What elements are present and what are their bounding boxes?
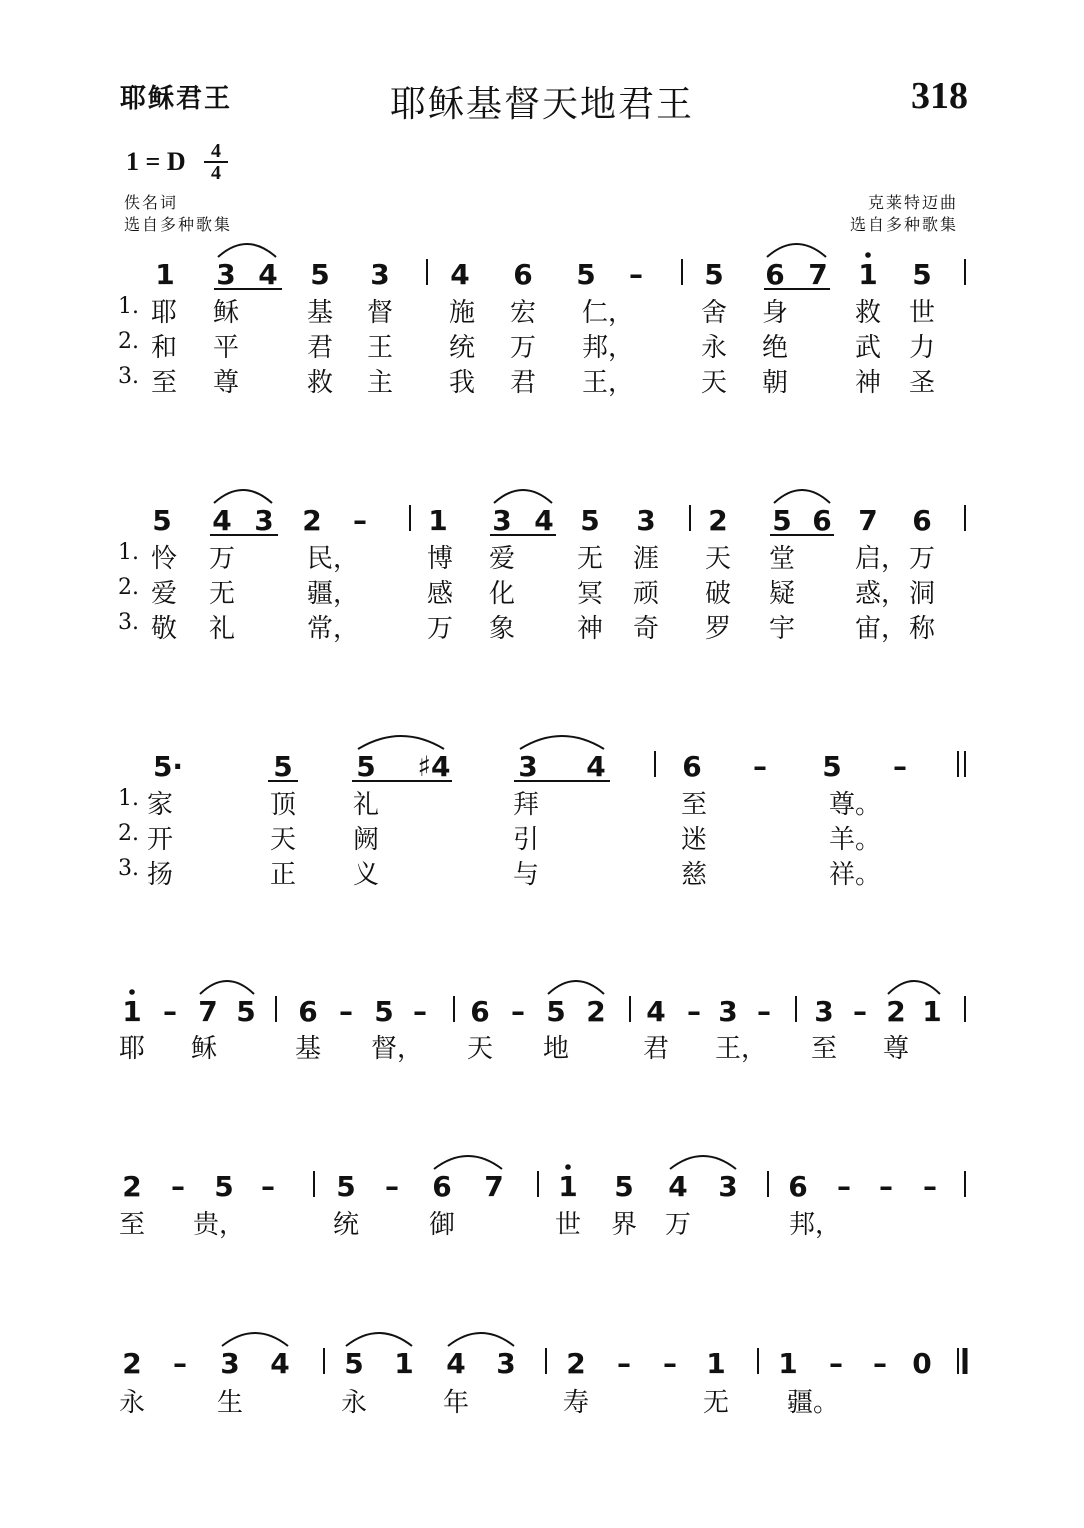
lyric-syllable: 宙， <box>855 614 908 644</box>
note: 5 <box>576 258 596 291</box>
note: 7 <box>808 258 828 291</box>
note: 6 <box>432 1170 452 1203</box>
note: 4 <box>212 504 232 537</box>
note: 2 <box>122 1170 142 1203</box>
verse-number: 3. <box>118 364 139 389</box>
lyric-syllable: 救 <box>855 298 882 328</box>
lyric-syllable: 生 <box>217 1388 244 1418</box>
lyric-syllable: 年 <box>443 1388 470 1418</box>
dash-mark: – <box>757 995 771 1028</box>
dash-mark: – <box>879 1170 893 1203</box>
dash-mark: – <box>853 995 867 1028</box>
note: 2 <box>708 504 728 537</box>
note: 5 <box>614 1170 634 1203</box>
lyric-syllable: 堂 <box>769 544 796 574</box>
lyric-syllable: 万 <box>427 614 454 644</box>
lyric-syllable: 君 <box>307 333 334 363</box>
note: 5 <box>336 1170 356 1203</box>
dash-mark: – <box>261 1170 275 1203</box>
note: 1 <box>394 1347 414 1380</box>
lyricist: 佚名词 <box>124 193 179 212</box>
lyric-syllable: 顽 <box>633 579 660 609</box>
lyric-syllable: 敬 <box>151 614 178 644</box>
note: 3 <box>814 995 834 1028</box>
dash-mark: – <box>687 995 701 1028</box>
note: 5 <box>704 258 724 291</box>
lyric-syllable: 君 <box>510 368 537 398</box>
lyric-syllable: 拜 <box>513 790 540 820</box>
note: 5 <box>344 1347 364 1380</box>
note: 3 <box>254 504 274 537</box>
lyric-syllable: 统 <box>333 1210 360 1240</box>
lyric-syllable: 启， <box>855 544 908 574</box>
lyric-syllable: 王 <box>367 333 394 363</box>
note: 5 <box>374 995 394 1028</box>
dash-mark: – <box>629 258 643 291</box>
verse-number: 1. <box>118 294 139 319</box>
note: 5 <box>912 258 932 291</box>
lyric-syllable: 尊 <box>213 368 240 398</box>
lyric-syllable: 引 <box>513 825 540 855</box>
dash-mark: – <box>353 504 367 537</box>
lyric-syllable: 民， <box>307 544 360 574</box>
lyric-syllable: 稣 <box>213 298 240 328</box>
note: 3 <box>492 504 512 537</box>
lyric-syllable: 仁， <box>582 298 635 328</box>
lyric-syllable: 力 <box>909 333 936 363</box>
dash-mark: – <box>339 995 353 1028</box>
verse-number: 3. <box>118 610 139 635</box>
lyric-syllable: 统 <box>449 333 476 363</box>
note: 3 <box>496 1347 516 1380</box>
note: 2 <box>302 504 322 537</box>
lyric-syllable: 世 <box>555 1210 582 1240</box>
note: 5· <box>152 750 184 783</box>
note: 1 <box>922 995 942 1028</box>
verse-number: 2. <box>118 821 139 846</box>
lyric-syllable: 开 <box>147 825 174 855</box>
note: 5 <box>822 750 842 783</box>
note: 3 <box>718 1170 738 1203</box>
lyric-syllable: 世 <box>909 298 936 328</box>
key-signature: 1 = D <box>126 147 186 176</box>
lyric-syllable: 感 <box>427 579 454 609</box>
lyric-syllable: 羊。 <box>829 825 882 855</box>
lyric-syllable: 涯 <box>633 544 660 574</box>
lyric-syllable: 义 <box>353 860 380 890</box>
lyric-syllable: 神 <box>577 614 604 644</box>
lyric-syllable: 永 <box>119 1388 146 1418</box>
lyric-syllable: 博 <box>427 544 454 574</box>
lyric-syllable: 界 <box>611 1210 638 1240</box>
dash-mark: – <box>413 995 427 1028</box>
verse-number: 1. <box>118 540 139 565</box>
lyric-syllable: 舍 <box>701 298 728 328</box>
note: 6 <box>765 258 785 291</box>
lyric-syllable: 寿 <box>563 1388 590 1418</box>
time-sig-bottom: 4 <box>211 162 221 184</box>
note: 2 <box>886 995 906 1028</box>
note: 1 <box>122 995 142 1028</box>
lyric-syllable: 无 <box>577 544 604 574</box>
lyric-source: 选自多种歌集 <box>124 215 233 234</box>
note: 6 <box>912 504 932 537</box>
lyric-syllable: 基 <box>295 1034 322 1064</box>
lyric-syllable: 绝 <box>762 333 789 363</box>
lyric-syllable: 神 <box>855 368 882 398</box>
lyric-syllable: 扬 <box>147 860 174 890</box>
note: 5 <box>152 504 172 537</box>
dash-mark: – <box>873 1347 887 1380</box>
note: 4 <box>646 995 666 1028</box>
lyric-syllable: 御 <box>429 1210 456 1240</box>
note: 2 <box>586 995 606 1028</box>
lyric-syllable: 耶 <box>151 298 178 328</box>
lyric-syllable: 宇 <box>769 614 796 644</box>
lyric-syllable: 施 <box>449 298 476 328</box>
lyric-syllable: 天 <box>467 1034 494 1064</box>
hymn-number: 318 <box>911 75 968 117</box>
verse-number: 2. <box>118 575 139 600</box>
note: 4 <box>258 258 278 291</box>
lyric-syllable: 尊 <box>883 1034 910 1064</box>
lyric-syllable: 化 <box>489 579 516 609</box>
note: 4 <box>270 1347 290 1380</box>
note: 5 <box>214 1170 234 1203</box>
note: 3 <box>220 1347 240 1380</box>
lyric-syllable: 万 <box>909 544 936 574</box>
lyric-syllable: 爱 <box>151 579 178 609</box>
lyric-syllable: 基 <box>307 298 334 328</box>
lyric-syllable: 礼 <box>209 614 236 644</box>
dash-mark: – <box>385 1170 399 1203</box>
lyric-syllable: 奇 <box>633 614 660 644</box>
dash-mark: – <box>753 750 767 783</box>
note: 3 <box>636 504 656 537</box>
lyric-syllable: 破 <box>705 579 732 609</box>
lyric-syllable: 王， <box>582 368 635 398</box>
hymn-title: 耶稣基督天地君王 <box>389 84 694 125</box>
note: 4 <box>668 1170 688 1203</box>
lyric-syllable: 正 <box>270 860 297 890</box>
note: 4 <box>450 258 470 291</box>
dash-mark: – <box>923 1170 937 1203</box>
time-sig-top: 4 <box>211 140 221 162</box>
lyric-syllable: 疑 <box>769 579 796 609</box>
composer: 克莱特迈曲 <box>867 193 958 212</box>
lyric-syllable: 至 <box>811 1034 838 1064</box>
note: 6 <box>788 1170 808 1203</box>
dash-mark: – <box>893 750 907 783</box>
lyric-syllable: 与 <box>513 860 540 890</box>
note: 7 <box>858 504 878 537</box>
note: 1 <box>778 1347 798 1380</box>
note: 1 <box>858 258 878 291</box>
lyric-syllable: 主 <box>367 368 394 398</box>
note: 5 <box>236 995 256 1028</box>
note: 7 <box>198 995 218 1028</box>
note: 2 <box>566 1347 586 1380</box>
lyric-syllable: 稣 <box>191 1034 218 1064</box>
note: 6 <box>470 995 490 1028</box>
lyric-syllable: 惑， <box>855 579 908 609</box>
dash-mark: – <box>511 995 525 1028</box>
category-label: 耶稣君王 <box>120 84 233 114</box>
lyric-syllable: 天 <box>270 825 297 855</box>
note: 5 <box>310 258 330 291</box>
lyric-syllable: 迷 <box>681 825 708 855</box>
lyric-syllable: 万 <box>209 544 236 574</box>
dash-mark: – <box>173 1347 187 1380</box>
lyric-syllable: 朝 <box>762 368 789 398</box>
dash-mark: – <box>163 995 177 1028</box>
lyric-syllable: 万 <box>665 1210 692 1240</box>
lyric-syllable: 督， <box>371 1034 424 1064</box>
lyric-syllable: 王， <box>715 1034 768 1064</box>
verse-number: 1. <box>118 786 139 811</box>
note: 4 <box>586 750 606 783</box>
dash-mark: – <box>171 1170 185 1203</box>
lyric-syllable: 君 <box>643 1034 670 1064</box>
lyric-syllable: 象 <box>489 614 516 644</box>
note: 1 <box>706 1347 726 1380</box>
lyric-syllable: 无 <box>209 579 236 609</box>
note: ♯4 <box>417 750 451 783</box>
lyric-syllable: 至 <box>681 790 708 820</box>
lyric-syllable: 爱 <box>489 544 516 574</box>
note: 4 <box>446 1347 466 1380</box>
lyric-syllable: 身 <box>762 298 789 328</box>
lyric-syllable: 冥 <box>577 579 604 609</box>
lyric-syllable: 耶 <box>119 1034 146 1064</box>
lyric-syllable: 至 <box>151 368 178 398</box>
lyric-syllable: 家 <box>147 790 174 820</box>
note: 2 <box>122 1347 142 1380</box>
lyric-syllable: 圣 <box>909 368 936 398</box>
verse-number: 2. <box>118 329 139 354</box>
note: 1 <box>428 504 448 537</box>
lyric-syllable: 疆， <box>307 579 360 609</box>
lyric-syllable: 阙 <box>353 825 380 855</box>
lyric-syllable: 洞 <box>909 579 936 609</box>
lyric-syllable: 和 <box>151 333 178 363</box>
dash-mark: – <box>829 1347 843 1380</box>
note: 0 <box>912 1347 932 1380</box>
lyric-syllable: 我 <box>449 368 476 398</box>
lyric-syllable: 疆。 <box>787 1388 840 1418</box>
dash-mark: – <box>837 1170 851 1203</box>
lyric-syllable: 平 <box>213 333 240 363</box>
lyric-syllable: 邦， <box>789 1210 842 1240</box>
composer-source: 选自多种歌集 <box>849 215 958 234</box>
lyric-syllable: 武 <box>855 333 882 363</box>
lyric-syllable: 尊。 <box>829 790 882 820</box>
note: 6 <box>298 995 318 1028</box>
lyric-syllable: 永 <box>701 333 728 363</box>
lyric-syllable: 永 <box>341 1388 368 1418</box>
note: 6 <box>812 504 832 537</box>
note: 3 <box>216 258 236 291</box>
note: 5 <box>546 995 566 1028</box>
lyric-syllable: 贵， <box>193 1210 246 1240</box>
lyric-syllable: 至 <box>119 1210 146 1240</box>
note: 3 <box>370 258 390 291</box>
dash-mark: – <box>617 1347 631 1380</box>
note: 6 <box>513 258 533 291</box>
note: 1 <box>155 258 175 291</box>
note: 5 <box>580 504 600 537</box>
lyric-syllable: 救 <box>307 368 334 398</box>
lyric-syllable: 慈 <box>681 860 708 890</box>
note: 4 <box>534 504 554 537</box>
lyric-syllable: 祥。 <box>829 860 882 890</box>
lyric-syllable: 称 <box>909 614 936 644</box>
lyric-syllable: 天 <box>701 368 728 398</box>
lyric-syllable: 礼 <box>353 790 380 820</box>
lyric-syllable: 地 <box>543 1034 570 1064</box>
lyric-syllable: 无 <box>703 1388 730 1418</box>
lyric-syllable: 天 <box>705 544 732 574</box>
lyric-syllable: 罗 <box>705 614 732 644</box>
note: 6 <box>682 750 702 783</box>
lyric-syllable: 常， <box>307 614 360 644</box>
note: 5 <box>273 750 293 783</box>
lyric-syllable: 邦， <box>582 333 635 363</box>
note: 5 <box>356 750 376 783</box>
note: 3 <box>518 750 538 783</box>
dash-mark: – <box>663 1347 677 1380</box>
lyric-syllable: 督 <box>367 298 394 328</box>
lyric-syllable: 万 <box>510 333 537 363</box>
note: 7 <box>484 1170 504 1203</box>
lyric-syllable: 怜 <box>151 544 178 574</box>
lyric-syllable: 宏 <box>510 298 537 328</box>
note: 5 <box>772 504 792 537</box>
note: 3 <box>718 995 738 1028</box>
lyric-syllable: 顶 <box>270 790 297 820</box>
note: 1 <box>558 1170 578 1203</box>
verse-number: 3. <box>118 856 139 881</box>
